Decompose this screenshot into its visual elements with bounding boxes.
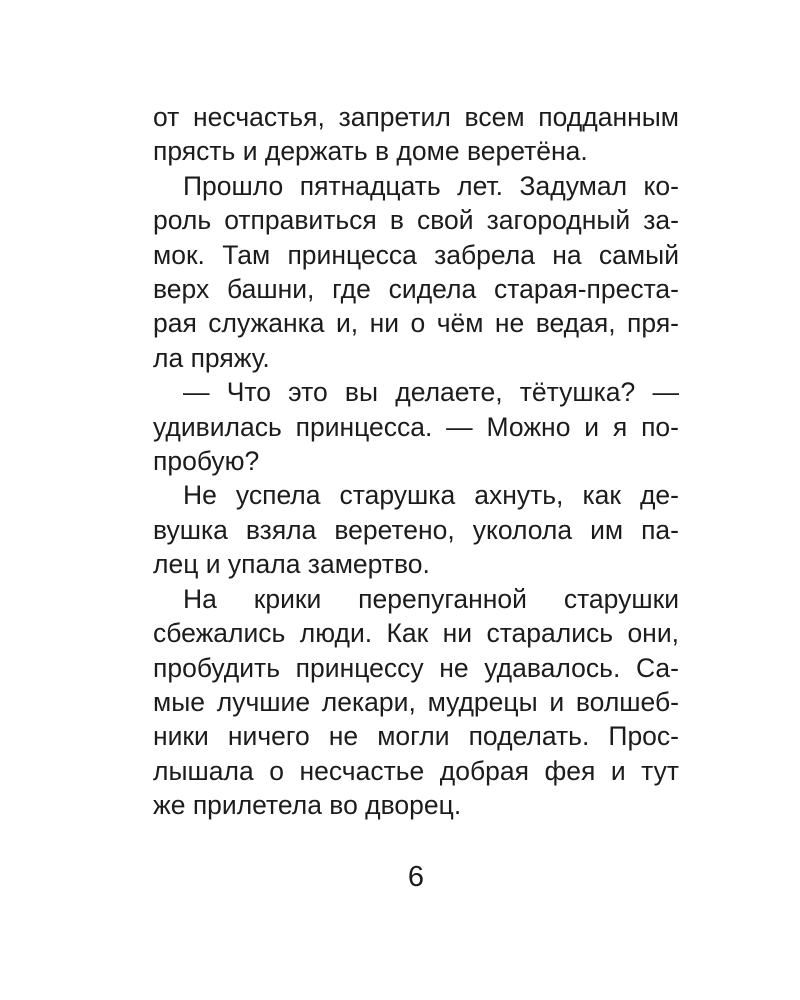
text-line: от несчастья, запретил всем подданным: [153, 102, 679, 132]
text-line: прясть и держать в доме веретёна.: [153, 136, 588, 167]
text-line: ла пряжу.: [153, 342, 270, 373]
text-line: сбежались люди. Как ни старались они,: [153, 618, 679, 649]
text-line: мок. Там принцесса забрела на самый: [153, 239, 679, 270]
page-number: 6: [407, 861, 425, 893]
text-line: Прошло пятнадцать лет. Задумал ко-: [183, 170, 679, 201]
text-line: рая служанка и, ни о чём не ведая, пря-: [153, 308, 679, 339]
text-line: лышала о несчастье добрая фея и тут: [153, 755, 679, 786]
text-line: пробудить принцессу не удавалось. Са-: [153, 652, 679, 683]
text-line: удивилась принцесса. — Можно и я по-: [153, 411, 679, 442]
page-text-block: [153, 100, 679, 823]
text-line: верх башни, где сидела старая-преста-: [153, 274, 679, 305]
text-line: Не успела старушка ахнуть, как де-: [183, 480, 679, 511]
text-line: пробую?: [153, 446, 260, 477]
text-line: роль отправиться в свой загородный за-: [153, 205, 679, 236]
text-line: вушка взяла веретено, уколола им па-: [153, 514, 679, 545]
text-line: На крики перепуганной старушки: [183, 583, 679, 614]
text-line: же прилетела во дворец.: [153, 790, 462, 821]
text-line: ники ничего не могли поделать. Прос-: [153, 721, 679, 752]
text-line: мые лучшие лекари, мудрецы и волшеб-: [153, 686, 679, 717]
text-line: лец и упала замертво.: [153, 549, 430, 580]
text-line: — Что это вы делаете, тётушка? —: [183, 377, 679, 408]
